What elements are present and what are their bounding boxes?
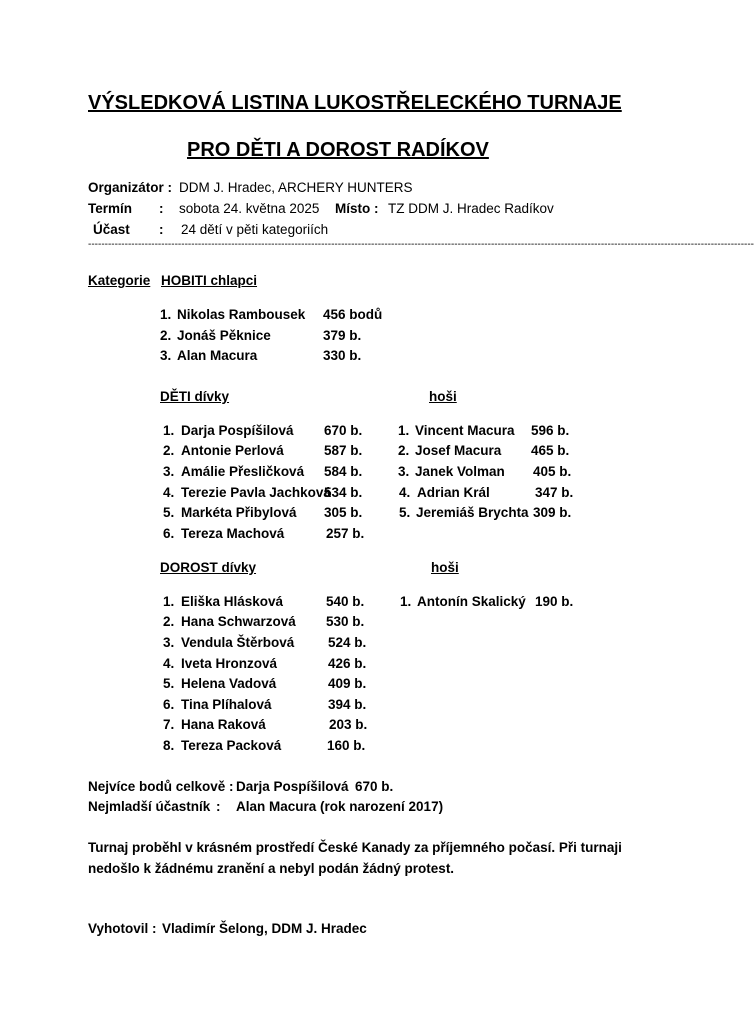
most-points-label: Nejvíce bodů celkově : bbox=[88, 779, 234, 794]
deti-girl-score-1: 670 b. bbox=[324, 423, 363, 438]
dorost-girl-name-3: Vendula Štěrbová bbox=[181, 635, 295, 650]
hobiti-name-1: Nikolas Rambousek bbox=[177, 307, 306, 322]
hobiti-rank-3: 3. bbox=[160, 348, 172, 363]
deti-boy-score-1: 596 b. bbox=[531, 423, 570, 438]
dorost-girl-score-7: 203 b. bbox=[329, 717, 368, 732]
dorost-girl-score-4: 426 b. bbox=[328, 656, 367, 671]
deti-girl-rank-4: 4. bbox=[163, 485, 175, 500]
deti-girl-rank-3: 3. bbox=[163, 464, 175, 479]
dorost-girl-rank-2: 2. bbox=[163, 614, 175, 629]
dorost-girl-score-1: 540 b. bbox=[326, 594, 365, 609]
note-line-2: nedošlo k žádnému zranění a nebyl podán žádný protest. bbox=[88, 861, 455, 876]
deti-girl-name-3: Amálie Přesličková bbox=[181, 464, 305, 479]
participation-label: Účast bbox=[93, 222, 130, 237]
dorost-girl-score-5: 409 b. bbox=[328, 676, 367, 691]
dorost-girl-rank-5: 5. bbox=[163, 676, 175, 691]
deti-boy-rank-4: 4. bbox=[399, 485, 411, 500]
deti-girl-score-4: 534 b. bbox=[324, 485, 363, 500]
hobiti-heading: HOBITI chlapci bbox=[161, 273, 258, 288]
deti-boy-rank-2: 2. bbox=[398, 443, 410, 458]
deti-girl-name-1: Darja Pospíšilová bbox=[181, 423, 294, 438]
deti-boy-score-3: 405 b. bbox=[533, 464, 572, 479]
deti-girl-score-5: 305 b. bbox=[324, 505, 363, 520]
dorost-girl-name-1: Eliška Hlásková bbox=[181, 594, 284, 609]
participation-value: 24 dětí v pěti kategoriích bbox=[181, 222, 329, 237]
deti-boys-heading: hoši bbox=[429, 389, 457, 404]
hobiti-score-3: 330 b. bbox=[323, 348, 362, 363]
document-title-line2: PRO DĚTI A DOROST RADÍKOV bbox=[187, 139, 489, 161]
deti-boy-score-4: 347 b. bbox=[535, 485, 574, 500]
deti-boy-score-5: 309 b. bbox=[533, 505, 572, 520]
dorost-girl-rank-3: 3. bbox=[163, 635, 175, 650]
dorost-girl-rank-8: 8. bbox=[163, 738, 175, 753]
deti-girl-score-3: 584 b. bbox=[324, 464, 363, 479]
deti-boy-name-1: Vincent Macura bbox=[415, 423, 515, 438]
deti-girl-name-2: Antonie Perlová bbox=[181, 443, 284, 458]
deti-girl-rank-6: 6. bbox=[163, 526, 175, 541]
hobiti-name-3: Alan Macura bbox=[177, 348, 258, 363]
dorost-girl-name-7: Hana Raková bbox=[181, 717, 266, 732]
dorost-girl-name-5: Helena Vadová bbox=[181, 676, 277, 691]
deti-boy-rank-1: 1. bbox=[398, 423, 410, 438]
dorost-girl-name-6: Tina Plíhalová bbox=[181, 697, 272, 712]
place-value: TZ DDM J. Hradec Radíkov bbox=[388, 201, 554, 216]
youngest-colon: : bbox=[216, 799, 221, 814]
hobiti-name-2: Jonáš Pěknice bbox=[177, 328, 271, 343]
place-label: Místo : bbox=[335, 201, 379, 216]
deti-boy-rank-3: 3. bbox=[398, 464, 410, 479]
dorost-girl-name-8: Tereza Packová bbox=[181, 738, 282, 753]
organizer-value: DDM J. Hradec, ARCHERY HUNTERS bbox=[179, 180, 413, 195]
dorost-girl-score-8: 160 b. bbox=[327, 738, 366, 753]
organizer-label: Organizátor : bbox=[88, 180, 173, 195]
deti-boy-name-3: Janek Volman bbox=[415, 464, 505, 479]
category-label: Kategorie bbox=[88, 273, 151, 288]
most-points-score: 670 b. bbox=[355, 779, 394, 794]
deti-boy-name-2: Josef Macura bbox=[415, 443, 502, 458]
term-label: Termín bbox=[88, 201, 133, 216]
dorost-boy-score-1: 190 b. bbox=[535, 594, 574, 609]
deti-girl-rank-5: 5. bbox=[163, 505, 175, 520]
deti-girl-name-4: Terezie Pavla Jachková bbox=[181, 485, 331, 500]
hobiti-score-1: 456 bodů bbox=[323, 307, 383, 322]
dorost-girls-heading: DOROST dívky bbox=[160, 560, 257, 575]
youngest-value: Alan Macura (rok narození 2017) bbox=[236, 799, 444, 814]
deti-boy-score-2: 465 b. bbox=[531, 443, 570, 458]
dorost-girl-name-4: Iveta Hronzová bbox=[181, 656, 278, 671]
dorost-girl-score-2: 530 b. bbox=[326, 614, 365, 629]
hobiti-score-2: 379 b. bbox=[323, 328, 362, 343]
dorost-boy-rank-1: 1. bbox=[400, 594, 412, 609]
dorost-girl-score-3: 524 b. bbox=[328, 635, 367, 650]
deti-boy-name-4: Adrian Král bbox=[417, 485, 490, 500]
deti-girl-score-2: 587 b. bbox=[324, 443, 363, 458]
author-label: Vyhotovil : bbox=[88, 921, 157, 936]
note-line-1: Turnaj proběhl v krásném prostředí České Kanady za příjemného počasí. Při turnaji bbox=[88, 840, 622, 855]
dorost-girl-rank-1: 1. bbox=[163, 594, 175, 609]
dorost-girl-name-2: Hana Schwarzová bbox=[181, 614, 296, 629]
dorost-girl-score-6: 394 b. bbox=[328, 697, 367, 712]
deti-girl-name-5: Markéta Přibylová bbox=[181, 505, 297, 520]
youngest-label: Nejmladší účastník bbox=[88, 799, 211, 814]
document-title-line1: VÝSLEDKOVÁ LISTINA LUKOSTŘELECKÉHO TURNAJE bbox=[88, 92, 622, 114]
deti-girls-heading: DĚTI dívky bbox=[160, 389, 230, 404]
most-points-name: Darja Pospíšilová bbox=[236, 779, 349, 794]
separator-line: -------------------------------------------------------------------------------------------------------------------------------------------------------------------------------------------------------- bbox=[88, 239, 754, 250]
dorost-boys-heading: hoši bbox=[431, 560, 459, 575]
dorost-girl-rank-7: 7. bbox=[163, 717, 175, 732]
deti-boy-rank-5: 5. bbox=[399, 505, 411, 520]
hobiti-rank-1: 1. bbox=[160, 307, 172, 322]
deti-girl-name-6: Tereza Machová bbox=[181, 526, 285, 541]
deti-girl-rank-2: 2. bbox=[163, 443, 175, 458]
dorost-girl-rank-6: 6. bbox=[163, 697, 175, 712]
author-value: Vladimír Šelong, DDM J. Hradec bbox=[162, 921, 367, 936]
deti-girl-rank-1: 1. bbox=[163, 423, 175, 438]
deti-girl-score-6: 257 b. bbox=[326, 526, 365, 541]
term-colon: : bbox=[159, 201, 164, 216]
deti-boy-name-5: Jeremiáš Brychta bbox=[416, 505, 529, 520]
participation-colon: : bbox=[159, 222, 164, 237]
dorost-girl-rank-4: 4. bbox=[163, 656, 175, 671]
term-value: sobota 24. května 2025 bbox=[179, 201, 320, 216]
hobiti-rank-2: 2. bbox=[160, 328, 172, 343]
dorost-boy-name-1: Antonín Skalický bbox=[417, 594, 526, 609]
